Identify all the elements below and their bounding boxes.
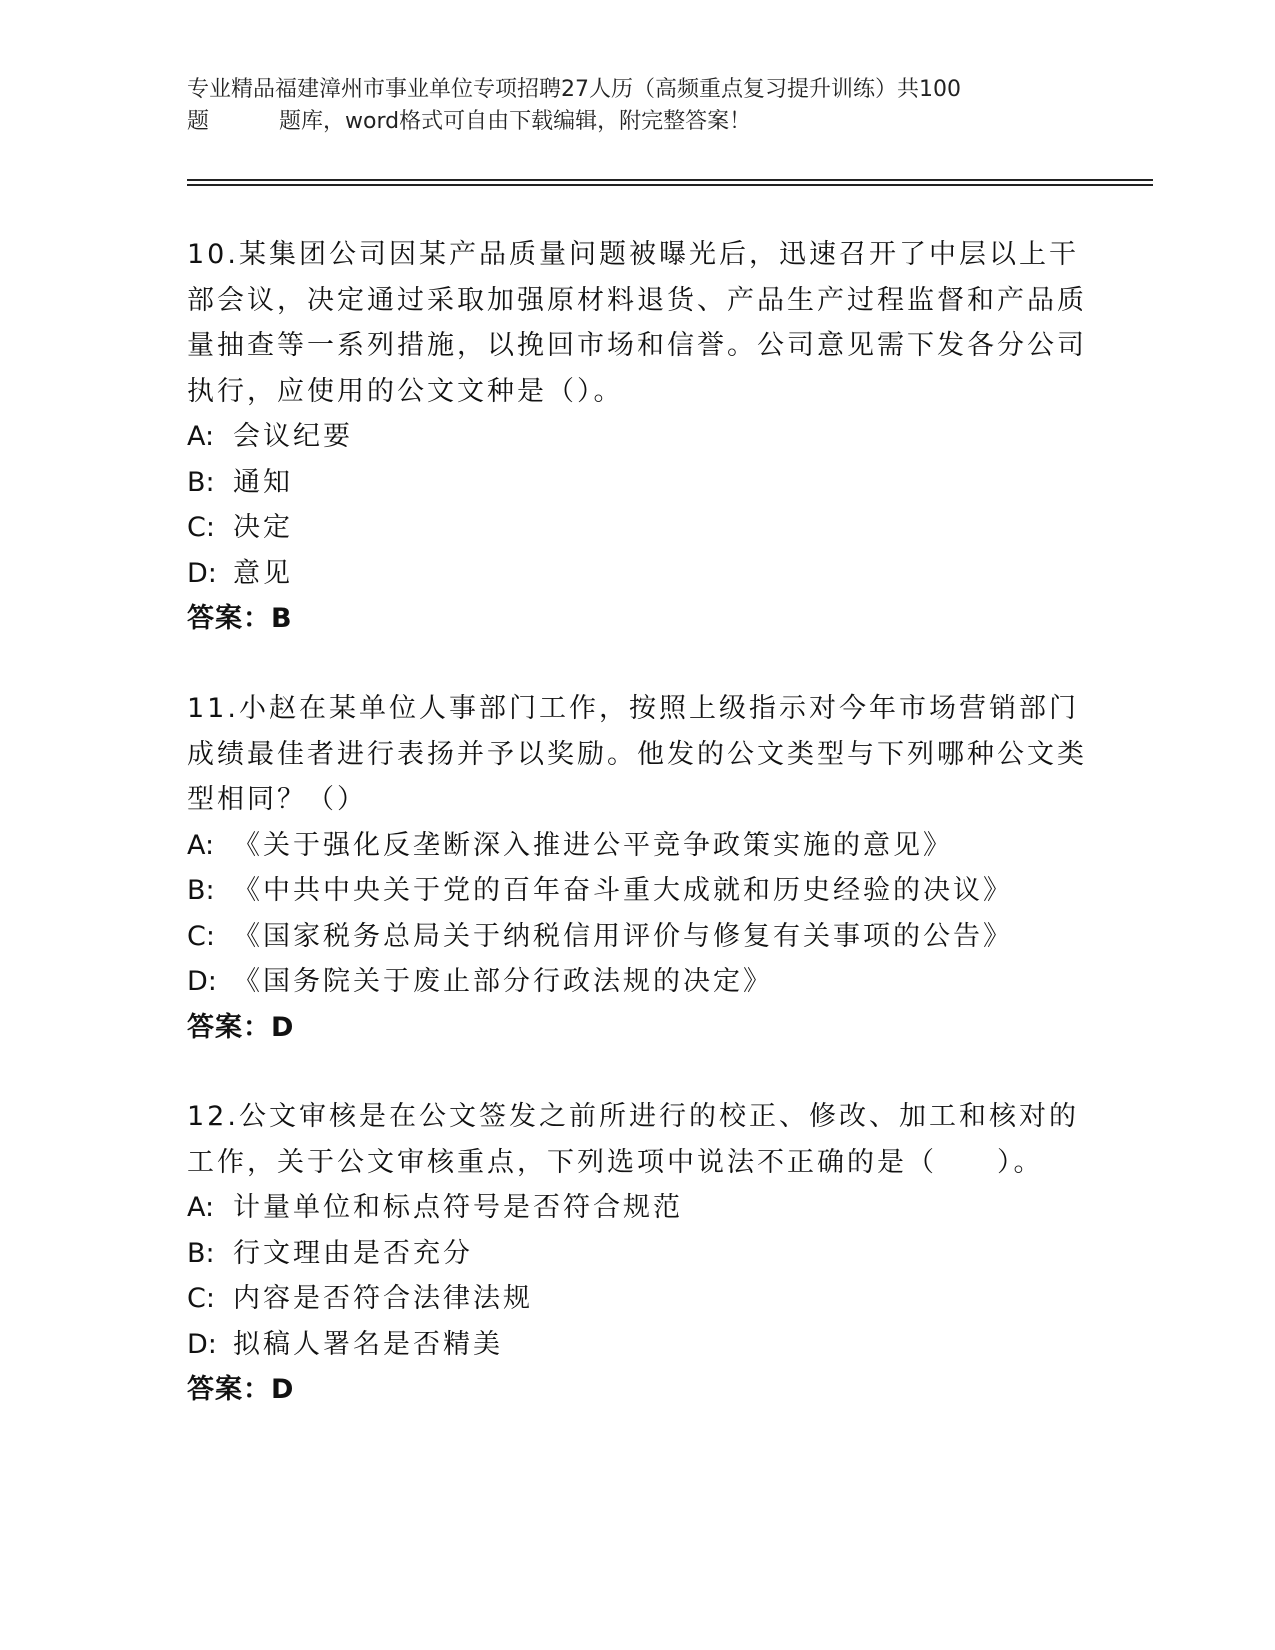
question-12 bbox=[187, 1094, 1087, 1413]
option-letter: C: bbox=[187, 1283, 215, 1314]
option-text: 内容是否符合法律法规 bbox=[233, 1283, 533, 1314]
option-d bbox=[187, 551, 1087, 597]
question-number: 12. bbox=[187, 1101, 239, 1132]
option-text: 《关于强化反垄断深入推进公平竞争政策实施的意见》 bbox=[233, 829, 953, 861]
option-d bbox=[187, 1322, 1087, 1368]
option-letter: D: bbox=[187, 1328, 217, 1360]
option-a bbox=[187, 823, 1087, 869]
question-number: 11. bbox=[187, 693, 239, 724]
question-stem bbox=[187, 686, 1087, 823]
option-letter: C: bbox=[187, 920, 215, 952]
option-text: 计量单位和标点符号是否符合规范 bbox=[233, 1192, 683, 1223]
question-text: 某集团公司因某产品质量问题被曝光后，迅速召开了中层以上干部会议，决定通过采取加强原材料退货、产品生产过程监督和产品质量抽查等一系列措施，以挽回市场和信誉。公司意见需下发各分公司执行，应使用的公文文种是（）。 bbox=[187, 239, 1087, 407]
option-d bbox=[187, 959, 1087, 1005]
option-c bbox=[187, 1276, 1087, 1322]
question-stem bbox=[187, 1094, 1087, 1185]
question-text: 公文审核是在公文签发之前所进行的校正、修改、加工和核对的工作，关于公文审核重点，下列选项中说法不正确的是（ ）。 bbox=[187, 1101, 1079, 1178]
header-title-line1: 专业精品福建漳州市事业单位专项招聘27人历（高频重点复习提升训练）共100 bbox=[187, 77, 961, 102]
option-text: 意见 bbox=[233, 557, 293, 589]
header-line2-start: 题 bbox=[187, 109, 210, 134]
option-b bbox=[187, 1231, 1087, 1277]
header-rule-top bbox=[187, 179, 1153, 181]
header-title-line2 bbox=[187, 106, 1067, 138]
option-c bbox=[187, 505, 1087, 551]
option-text: 通知 bbox=[233, 466, 293, 498]
option-c bbox=[187, 914, 1087, 960]
option-letter: C: bbox=[187, 512, 215, 543]
option-letter: A: bbox=[187, 829, 215, 861]
document-header bbox=[187, 74, 1067, 138]
option-b bbox=[187, 868, 1087, 914]
option-letter: A: bbox=[187, 421, 215, 452]
option-letter: B: bbox=[187, 1237, 215, 1269]
option-a bbox=[187, 1185, 1087, 1231]
option-text: 拟稿人署名是否精美 bbox=[233, 1328, 503, 1360]
question-text: 小赵在某单位人事部门工作，按照上级指示对今年市场营销部门成绩最佳者进行表扬并予以奖励。他发的公文类型与下列哪种公文类型相同？（） bbox=[187, 693, 1087, 815]
option-a bbox=[187, 414, 1087, 460]
question-number: 10. bbox=[187, 239, 239, 270]
option-letter: D: bbox=[187, 557, 217, 589]
answer-line: 答案：B bbox=[187, 603, 293, 634]
option-b bbox=[187, 460, 1087, 506]
option-text: 会议纪要 bbox=[233, 421, 353, 452]
answer-line: 答案：D bbox=[187, 1374, 295, 1405]
question-stem bbox=[187, 232, 1087, 414]
header-line2-rest: 题库，word格式可自由下载编辑，附完整答案！ bbox=[279, 109, 752, 134]
option-text: 行文理由是否充分 bbox=[233, 1237, 473, 1269]
option-letter: B: bbox=[187, 875, 215, 906]
question-10 bbox=[187, 232, 1087, 642]
option-text: 决定 bbox=[233, 512, 293, 543]
header-rule-bottom bbox=[187, 184, 1153, 186]
option-letter: B: bbox=[187, 466, 215, 498]
option-text: 《国家税务总局关于纳税信用评价与修复有关事项的公告》 bbox=[233, 920, 1013, 952]
option-letter: A: bbox=[187, 1192, 215, 1223]
question-11 bbox=[187, 686, 1087, 1050]
answer-line: 答案：D bbox=[187, 1011, 295, 1043]
option-letter: D: bbox=[187, 966, 217, 997]
option-text: 《中共中央关于党的百年奋斗重大成就和历史经验的决议》 bbox=[233, 875, 1013, 906]
option-text: 《国务院关于废止部分行政法规的决定》 bbox=[233, 966, 773, 997]
